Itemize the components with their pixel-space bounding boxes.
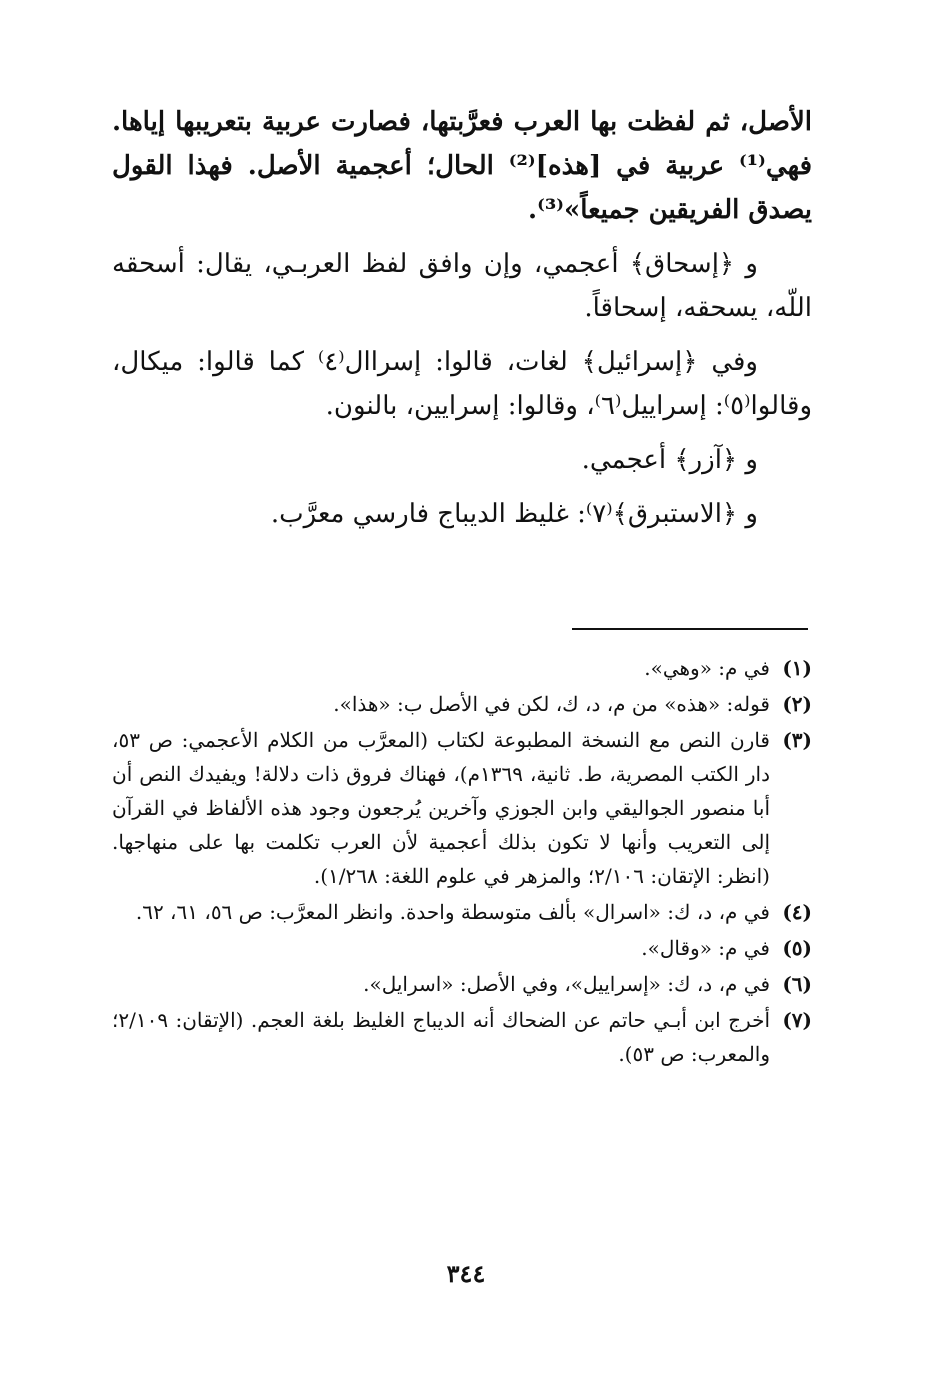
footnote-text: في م، د، ك: «إسراييل»، وفي الأصل: «اسرايل». [363, 972, 770, 996]
footnote-7 [112, 1003, 812, 1071]
footnote-text: قوله: «هذه» من م، د، ك، لكن في الأصل ب: «هذا». [333, 692, 770, 716]
footnote-1 [112, 651, 812, 685]
footnote-text: في م: «وهي». [644, 656, 770, 680]
footnote-number: (٤) [782, 900, 812, 924]
footnote-text: في م، د، ك: «اسرال» بألف متوسطة واحدة. وانظر المعرَّب: ص ٥٦، ٦١، ٦٢. [135, 900, 770, 924]
main-text [112, 100, 812, 536]
footnote-number: (٧) [782, 1008, 812, 1032]
paragraph-ishaq: و ﴿إسحاق﴾ أعجمي، وإن وافق لفظ العربـي، يقال: أسحقه اللّه، يسحقه، إسحاقاً. [112, 249, 812, 323]
footnote-number: (٥) [782, 936, 812, 960]
page-number: ٣٤٤ [446, 1259, 486, 1288]
footnotes [112, 651, 812, 1073]
footnote-2 [112, 687, 812, 721]
footnote-divider [572, 628, 808, 630]
footnote-4 [112, 895, 812, 929]
footnote-3 [112, 723, 812, 893]
paragraph-azar: و ﴿آزر﴾ أعجمي. [581, 445, 758, 475]
footnote-number: (٣) [782, 728, 812, 752]
paragraph-1: الأصل، ثم لفظت بها العرب فعرَّبتها، فصارت عربية بتعريبها إياها. فهي⁽¹⁾ عربية في [هذه]⁽²⁾ الحال؛ أعجمية الأصل. فهذا القول يصدق الفريقين جميعاً»⁽³⁾. [112, 107, 812, 225]
footnote-number: (١) [782, 656, 812, 680]
footnote-text: قارن النص مع النسخة المطبوعة لكتاب (المعرَّب من الكلام الأعجمي: ص ٥٣، دار الكتب المصرية، ط. ثانية، ١٣٦٩م)، فهناك فروق ذات دلالة! ويفيدك النص أن أبا منصور الجواليقي وابن الجوزي وآخرين يُرجعون وجود هذه الألفاظ في القرآن إلى التعريب وأنها لا تكون بذلك أعجمية لأن العرب تكلمت بها على منهاجها. (انظر: الإتقان: ٢/١٠٦؛ والمزهر في علوم اللغة: ١/٢٦٨). [112, 728, 770, 888]
footnote-5 [112, 931, 812, 965]
paragraph-israil: وفي ﴿إسرائيل﴾ لغات، قالوا: إسراال⁽٤⁾ كما قالوا: ميكال، وقالوا⁽٥⁾: إسراييل⁽٦⁾، وقالوا: إسرايين، بالنون. [112, 347, 812, 421]
footnote-number: (٢) [782, 692, 812, 716]
footnote-text: في م: «وقال». [641, 936, 770, 960]
paragraph-istabraq: و ﴿الاستبرق﴾⁽٧⁾: غليظ الديباج فارسي معرَّب. [270, 499, 758, 529]
footnote-text: أخرج ابن أبـي حاتم عن الضحاك أنه الديباج الغليظ بلغة العجم. (الإتقان: ٢/١٠٩؛ والمعرب: ص ٥٣). [112, 1008, 770, 1066]
footnote-number: (٦) [782, 972, 812, 996]
footnote-6 [112, 967, 812, 1001]
